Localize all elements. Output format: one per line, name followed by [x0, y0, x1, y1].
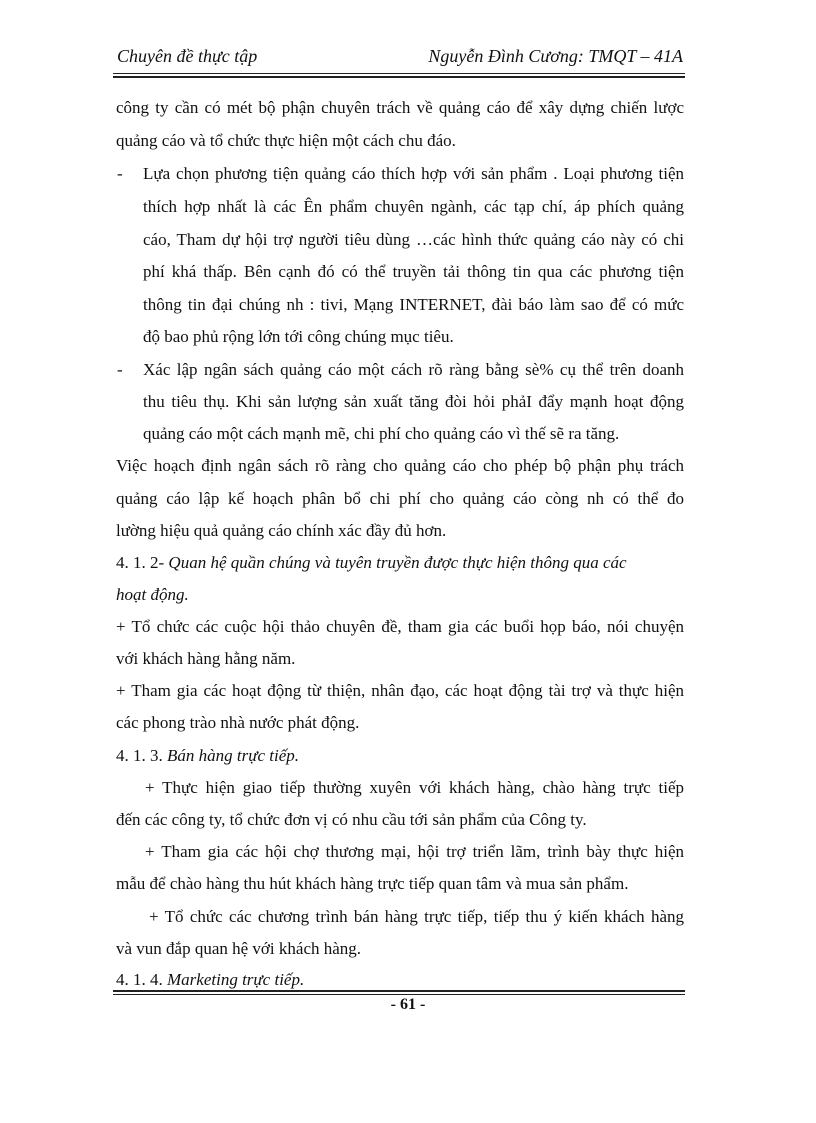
header-rule-bottom	[113, 76, 685, 78]
body-line: thích hợp nhất là các Ên phẩm chuyên ngành, các tạp chí, áp phích quảng	[143, 197, 684, 216]
section-heading	[116, 746, 299, 766]
body-line: + Tổ chức các chương trình bán hàng trực tiếp, tiếp thu ý kiến khách hàng	[149, 907, 684, 926]
body-line: các phong trào nhà nước phát động.	[116, 713, 360, 732]
body-line: lường hiệu quả quảng cáo chính xác đầy đủ hơn.	[116, 521, 447, 540]
body-line: + Tham gia các hoạt động từ thiện, nhân đạo, các hoạt động tài trợ và thực hiện	[116, 681, 684, 700]
header-left-title: Chuyên đề thực tập	[117, 46, 258, 66]
section-number: 4. 1. 4.	[116, 970, 163, 989]
section-number: 4. 1. 2-	[116, 553, 165, 572]
body-line: Lựa chọn phương tiện quảng cáo thích hợp với sản phẩm . Loại phương tiện	[143, 164, 684, 183]
bullet-dash: -	[117, 360, 123, 379]
body-line: Việc hoạch định ngân sách rõ ràng cho quảng cáo cho phép bộ phận phụ trách	[116, 456, 684, 475]
body-line: quảng cáo một cách mạnh mẽ, chi phí cho quảng cáo vì thế sẽ ra tăng.	[143, 424, 620, 443]
header-rule-top	[113, 73, 685, 74]
body-line: + Tổ chức các cuộc hội thảo chuyên đề, tham gia các buổi họp báo, nói chuyện	[116, 617, 684, 636]
body-line: công ty cần có mét bộ phận chuyên trách về quảng cáo để xây dựng chiến lược	[116, 98, 684, 117]
page-number: - 61 -	[390, 996, 426, 1013]
bullet-dash: -	[117, 164, 123, 183]
body-line: phí khá thấp. Bên cạnh đó có thể truyền tải thông tin qua các phương tiện	[143, 262, 684, 281]
section-heading	[116, 553, 627, 573]
body-line: quảng cáo lập kế hoạch phân bổ chi phí cho quảng cáo còng nh có thể đo	[116, 489, 684, 508]
body-line: với khách hàng hằng năm.	[116, 649, 296, 668]
body-line: mẫu để chào hàng thu hút khách hàng trực tiếp quan tâm và mua sản phẩm.	[116, 874, 629, 893]
section-title: Quan hệ quần chúng và tuyên truyền được thực hiện thông qua các	[168, 553, 627, 572]
body-line: cáo, Tham dự hội trợ người tiêu dùng …các hình thức quảng cáo này có chi	[143, 230, 684, 249]
body-line: đến các công ty, tổ chức đơn vị có nhu cầu tới sản phẩm của Công ty.	[116, 810, 587, 829]
body-line: độ bao phủ rộng lớn tới công chúng mục tiêu.	[143, 327, 454, 346]
section-title: Marketing trực tiếp.	[167, 970, 305, 989]
body-line: + Thực hiện giao tiếp thường xuyên với khách hàng, chào hàng trực tiếp	[145, 778, 684, 797]
section-title: Bán hàng trực tiếp.	[167, 746, 300, 765]
body-line: Xác lập ngân sách quảng cáo một cách rõ ràng bằng sè% cụ thể trên doanh	[143, 360, 684, 379]
body-line: quảng cáo và tổ chức thực hiện một cách chu đáo.	[116, 131, 456, 150]
body-line: thông tin đại chúng nh : tivi, Mạng INTERNET, đài báo làm sao để có mức	[143, 295, 684, 314]
section-number: 4. 1. 3.	[116, 746, 163, 765]
body-line: thu tiêu thụ. Khi sản lượng sản xuất tăng đòi hỏi phảI đẩy mạnh hoạt động	[143, 392, 684, 411]
header-right-author: Nguyễn Đình Cương: TMQT – 41A	[428, 46, 683, 66]
section-heading	[116, 970, 304, 990]
section-title-continued: hoạt động.	[116, 585, 189, 604]
footer-rule-bottom	[113, 994, 685, 995]
body-line: + Tham gia các hội chợ thương mại, hội trợ triển lãm, trình bày thực hiện	[145, 842, 684, 861]
footer-rule-top	[113, 990, 685, 992]
body-line: và vun đắp quan hệ với khách hàng.	[116, 939, 362, 958]
page-header	[113, 46, 685, 70]
